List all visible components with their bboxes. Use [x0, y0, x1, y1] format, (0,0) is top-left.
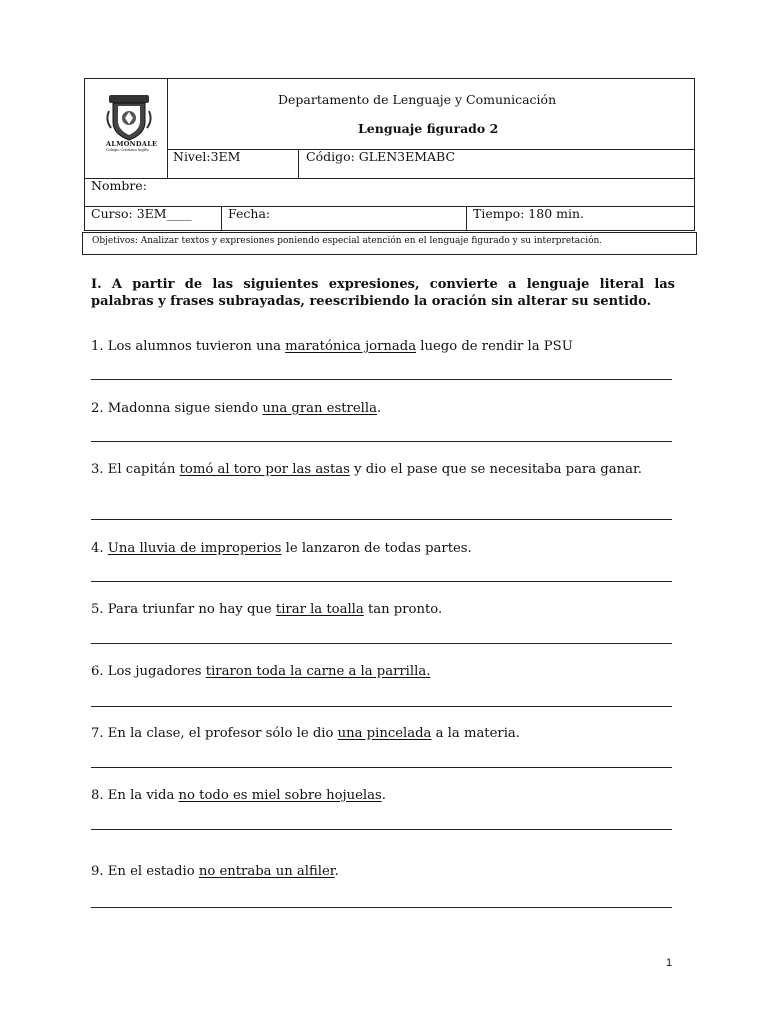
answer-line-9[interactable]: [91, 907, 672, 908]
question-2: 2. Madonna sigue siendo una gran estrella.: [91, 401, 382, 416]
logo-text: ALMONDALE: [106, 140, 158, 148]
question-3: 3. El capitán tomó al toro por las astas y dio el pase que se necesitaba para ganar.: [91, 462, 642, 477]
logo-subtext: Colegio Cristiano Inglés: [106, 148, 149, 152]
question-9: 9. En el estadio no entraba un alfiler.: [91, 864, 339, 879]
question-4: 4. Una lluvia de improperios le lanzaron de todas partes.: [91, 541, 472, 556]
answer-line-4[interactable]: [91, 581, 672, 582]
answer-line-8[interactable]: [91, 829, 672, 830]
answer-line-1[interactable]: [91, 379, 672, 380]
department-name: Departamento de Lenguaje y Comunicación: [278, 92, 557, 107]
header-table: [84, 78, 695, 255]
school-logo: [100, 92, 158, 152]
answer-line-3[interactable]: [91, 519, 672, 520]
question-5: 5. Para triunfar no hay que tirar la toalla tan pronto.: [91, 602, 443, 617]
nombre-field: Nombre:: [91, 178, 147, 193]
page-number: 1: [666, 957, 673, 969]
answer-line-7[interactable]: [91, 767, 672, 768]
answer-line-6[interactable]: [91, 706, 672, 707]
nivel-field: Nivel:3EM: [173, 149, 241, 164]
fecha-field: Fecha:: [228, 206, 271, 221]
question-8: 8. En la vida no todo es miel sobre hojuelas.: [91, 788, 386, 803]
question-1: 1. Los alumnos tuvieron una maratónica jornada luego de rendir la PSU: [91, 339, 573, 354]
answer-line-2[interactable]: [91, 441, 672, 442]
objetivos-text: Objetivos: Analizar textos y expresiones poniendo especial atención en el lenguaje figurado y su interpretación.: [92, 236, 603, 246]
codigo-field: Código: GLEN3EMABC: [306, 149, 456, 164]
question-7: 7. En la clase, el profesor sólo le dio una pincelada a la materia.: [91, 726, 520, 741]
worksheet-title: Lenguaje figurado 2: [358, 121, 499, 136]
question-6: 6. Los jugadores tiraron toda la carne a la parrilla.: [91, 664, 431, 679]
instruction-text: I. A partir de las siguientes expresiones, convierte a lenguaje literal las palabras y frases subrayadas, reescribiendo la oración sin alterar su sentido.: [91, 277, 675, 309]
answer-line-5[interactable]: [91, 643, 672, 644]
curso-field: Curso: 3EM____: [91, 206, 192, 221]
tiempo-field: Tiempo: 180 min.: [473, 206, 585, 221]
